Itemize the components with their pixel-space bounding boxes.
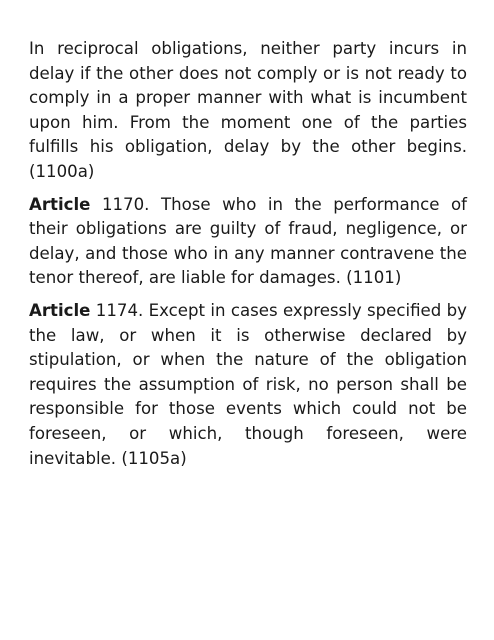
- paragraph-text: 1174. Except in cases expressly specified by the law, or when it is otherwise declared by stipulation, or when the nature of the obligation requires the assumption of risk, no person shall be responsible for those events which could not be foreseen, or which, though foreseen, were inevitable. (1105a): [29, 300, 467, 468]
- paragraph-reciprocal-obligations: [29, 37, 467, 185]
- paragraph-article-1174: [29, 299, 467, 471]
- document-page: [29, 37, 467, 479]
- paragraph-text: 1170. Those who in the performance of their obligations are guilty of fraud, negligence, or delay, and those who in any manner contravene the tenor thereof, are liable for damages. (1101): [29, 194, 467, 288]
- article-label: Article: [29, 194, 91, 214]
- paragraph-text: In reciprocal obligations, neither party incurs in delay if the other does not comply or is not ready to comply in a proper manner with what is incumbent upon him. From the moment one of the parties fulfills his obligation, delay by the other begins. (1100a): [29, 39, 467, 181]
- article-label: Article: [29, 300, 91, 320]
- paragraph-article-1170: [29, 193, 467, 291]
